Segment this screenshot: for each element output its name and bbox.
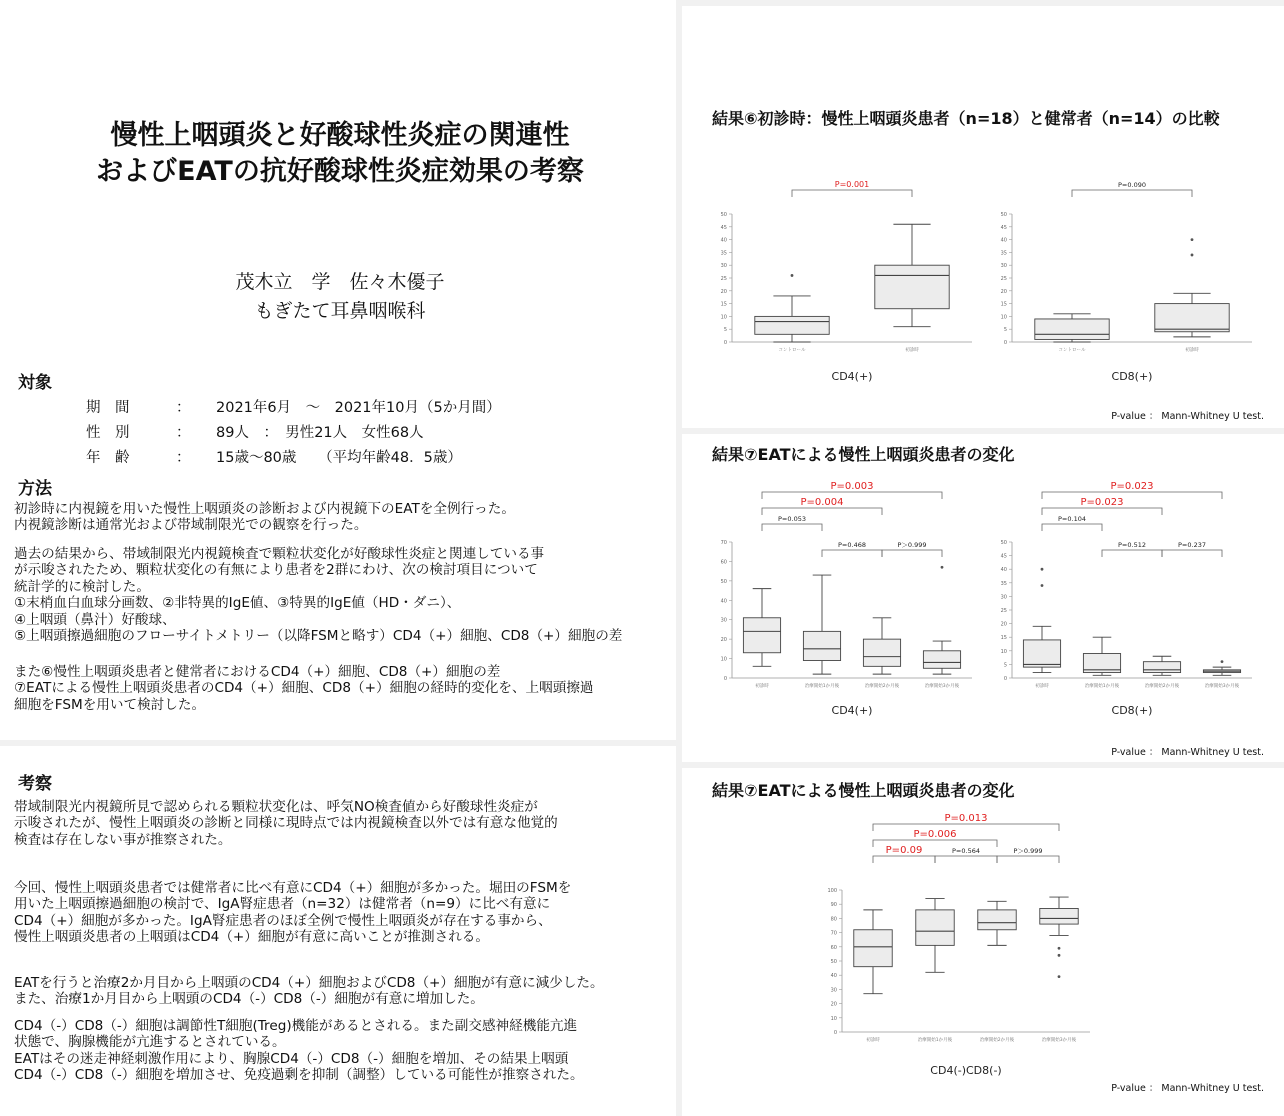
p-value-label: P=0.468	[838, 541, 866, 549]
y-tick-label: 0	[1003, 340, 1007, 346]
result7-cd4-chart	[710, 481, 980, 720]
y-tick-label: 10	[720, 314, 727, 321]
result7-test-note: P-value ： Mann-Whitney U test.	[1111, 747, 1264, 758]
methods-paragraph-3: また⑥慢性上咽頭炎患者と健常者におけるCD4（+）細胞、CD8（+）細胞の差 ⑦EATによる慢性上咽頭炎患者のCD4（+）細胞、CD8（+）細胞の経時的変化を、上咽頭擦過 細胞をFSMを用いて検討した。	[14, 664, 594, 713]
y-tick-label: 0	[833, 1030, 837, 1036]
y-tick-label: 30	[720, 263, 727, 270]
outlier-point	[1221, 660, 1224, 663]
x-axis-label: CD4(+)	[831, 704, 873, 717]
result6-cd4-chart	[710, 168, 980, 388]
significance-bracket	[1102, 550, 1162, 557]
y-tick-label: 15	[1000, 301, 1007, 308]
y-tick-label: 90	[830, 902, 837, 909]
y-tick-label: 10	[1000, 648, 1007, 655]
outlier-point	[941, 566, 944, 569]
outlier-point	[1058, 954, 1061, 957]
x-tick-label: 治療開始1か月後	[917, 1038, 953, 1043]
result7-cd8-chart	[990, 481, 1260, 720]
discussion-paragraph-4: CD4（-）CD8（-）細胞は調節性T細胞(Treg)機能があるとされる。また副交感神経機能亢進 状態で、胸腺機能が亢進するとされている。 EATはその迷走神経刺激作用により、胸腺CD4（-）CD8（-）細胞を増加、その結果上咽頭 CD4（-）CD8（-）細胞を増加させ、免疫過剰を抑制（調整）している可能性が推察された。	[14, 1018, 584, 1084]
significance-bracket	[873, 856, 935, 863]
discussion-paragraph-3: EATを行うと治療2か月目から上咽頭のCD4（+）細胞およびCD8（+）細胞が有意に減少した。 また、治療1か月目から上咽頭のCD4（-）CD8（-）細胞が有意に増加した。	[14, 975, 604, 1008]
result6-cd8-chart	[990, 168, 1260, 388]
subjects-label: 性 別	[86, 425, 130, 441]
subjects-sep: ：	[176, 425, 191, 441]
outlier-point	[1041, 568, 1044, 571]
discussion-paragraph-2: 今回、慢性上咽頭炎患者では健常者に比べ有意にCD4（+）細胞が多かった。堀田のFSMを 用いた上咽頭擦過細胞の検討で、IgA腎症患者（n=32）は健常者（n=9）に比べ有意に CD4（+）細胞が多かった。IgA腎症患者のほぼ全例で慢性上咽頭炎が存在する事から、 慢性上咽頭炎患者の上咽頭はCD4（+）細胞が有意に高いことが推測される。	[14, 880, 572, 946]
panel-divider-1	[682, 428, 1284, 434]
x-axis-label: CD8(+)	[1111, 704, 1153, 717]
box	[1040, 908, 1078, 924]
box	[1035, 319, 1109, 339]
x-tick-label: 治療開始3か月後	[924, 684, 960, 689]
subjects-heading: 対象	[18, 373, 52, 393]
methods-heading: 方法	[18, 479, 52, 499]
y-tick-label: 20	[830, 1001, 837, 1008]
result7b-title: 結果⑦EATによる慢性上咽頭炎患者の変化	[712, 781, 1015, 800]
box	[923, 651, 960, 668]
x-tick-label: 治療開始2か月後	[864, 684, 900, 689]
box	[1155, 304, 1229, 332]
y-tick-label: 60	[830, 944, 837, 951]
box	[875, 265, 949, 309]
methods-paragraph-1: 初診時に内視鏡を用いた慢性上咽頭炎の診断および内視鏡下のEATを全例行った。 内視鏡診断は通常光および帯域制限光での観察を行った。	[14, 501, 515, 534]
outlier-point	[791, 274, 794, 277]
x-tick-label: 初診時	[866, 1038, 880, 1043]
outlier-point	[1191, 254, 1194, 257]
x-axis-label: CD4(+)	[831, 370, 873, 383]
box	[978, 910, 1016, 930]
box	[1143, 662, 1180, 673]
y-tick-label: 10	[1000, 314, 1007, 321]
box	[863, 639, 900, 666]
x-tick-label: コントロール	[1058, 348, 1086, 353]
y-tick-label: 35	[1000, 250, 1007, 257]
box	[1023, 640, 1060, 667]
significance-bracket	[935, 856, 997, 863]
y-tick-label: 25	[1000, 276, 1007, 282]
x-tick-label: 初診時	[755, 684, 769, 689]
x-tick-label: コントロール	[778, 348, 806, 353]
y-tick-label: 50	[1000, 540, 1007, 546]
y-tick-label: 50	[720, 578, 727, 585]
subjects-value: 89人 ： 男性21人 女性68人	[216, 425, 424, 441]
subjects-sep: ：	[176, 450, 191, 466]
y-tick-label: 30	[830, 987, 837, 994]
p-value-label: P=0.023	[1110, 481, 1154, 492]
y-tick-label: 40	[720, 237, 727, 244]
y-tick-label: 5	[1003, 327, 1007, 334]
y-tick-label: 5	[1003, 662, 1007, 669]
y-tick-label: 35	[720, 250, 727, 257]
p-value-label: P=0.004	[800, 497, 844, 508]
p-value-label: P=0.006	[913, 829, 957, 840]
y-tick-label: 10	[830, 1015, 837, 1022]
y-tick-label: 40	[830, 973, 837, 980]
p-value-label: P=0.090	[1118, 181, 1146, 189]
p-value-label: P=0.564	[952, 847, 980, 855]
significance-bracket	[997, 856, 1059, 863]
y-tick-label: 15	[1000, 635, 1007, 642]
x-tick-label: 初診時	[1185, 348, 1199, 353]
result7b-dn-chart	[820, 814, 1100, 1082]
significance-bracket	[762, 524, 822, 531]
y-tick-label: 0	[723, 676, 727, 682]
result6-title: 結果⑥初診時：慢性上咽頭炎患者（n=18）と健常者（n=14）の比較	[712, 109, 1220, 128]
y-tick-label: 10	[720, 656, 727, 663]
x-tick-label: 治療開始2か月後	[979, 1038, 1015, 1043]
y-tick-label: 30	[720, 617, 727, 624]
y-tick-label: 50	[720, 212, 727, 218]
significance-bracket	[882, 550, 942, 557]
poster-title	[30, 118, 650, 190]
x-tick-label: 治療開始2か月後	[1144, 684, 1180, 689]
p-value-label: P=0.09	[885, 845, 923, 856]
y-tick-label: 50	[830, 959, 837, 965]
significance-bracket	[1162, 550, 1222, 557]
significance-bracket	[1072, 190, 1192, 197]
y-tick-label: 25	[720, 276, 727, 282]
subjects-sep: ：	[176, 400, 191, 416]
box	[803, 631, 840, 660]
significance-bracket	[873, 824, 1059, 831]
y-tick-label: 70	[830, 930, 837, 937]
y-tick-label: 20	[1000, 288, 1007, 295]
significance-bracket	[762, 508, 882, 515]
y-tick-label: 50	[1000, 212, 1007, 218]
poster-title-line-1: 慢性上咽頭炎と好酸球性炎症の関連性	[110, 120, 570, 151]
x-axis-label: CD8(+)	[1111, 370, 1153, 383]
p-value-label: P=0.104	[1058, 515, 1086, 523]
section-divider-left	[0, 740, 676, 746]
significance-bracket	[1042, 508, 1162, 515]
result7-title: 結果⑦EATによる慢性上咽頭炎患者の変化	[712, 445, 1015, 464]
y-tick-label: 70	[720, 540, 727, 546]
p-value-label: P=0.001	[834, 180, 870, 189]
outlier-point	[1058, 947, 1061, 950]
p-value-label: P=0.053	[778, 515, 806, 523]
y-tick-label: 20	[1000, 621, 1007, 628]
x-tick-label: 治療開始3か月後	[1204, 684, 1240, 689]
y-tick-label: 0	[723, 340, 727, 346]
p-value-label: P=0.013	[944, 813, 988, 824]
discussion-paragraph-1: 帯域制限光内視鏡所見で認められる顆粒状変化は、呼気NO検査値から好酸球性炎症が 示唆されたが、慢性上咽頭炎の診断と同様に現時点では内視鏡検査以外では有意な他覚的 検査は存在しない事が推察された。	[14, 799, 558, 848]
p-value-label: P＞0.999	[897, 541, 927, 549]
outlier-point	[1041, 584, 1044, 587]
x-tick-label: 治療開始3か月後	[1041, 1038, 1077, 1043]
significance-bracket	[822, 550, 882, 557]
methods-paragraph-2: 過去の結果から、帯域制限光内視鏡検査で顆粒状変化が好酸球性炎症と関連している事 が示唆されたため、顆粒状変化の有無により患者を2群にわけ、次の検討項目について 統計学的に検討した。 ①末梢血白血球分画数、②非特異的IgE値、③特異的IgE値（HD・ダニ）、 ④上咽頭（鼻汁）好酸球、 ⑤上咽頭擦過細胞のフローサイトメトリー（以降FSMと略す）CD4（+）細胞、CD8（+）細胞の差	[14, 546, 623, 645]
subjects-label: 年 齢	[86, 450, 130, 466]
discussion-heading: 考察	[18, 774, 52, 794]
authors-block	[30, 268, 650, 326]
p-value-label: P=0.003	[830, 481, 874, 492]
y-tick-label: 60	[720, 559, 727, 566]
subjects-label: 期 間	[86, 400, 130, 416]
y-tick-label: 30	[1000, 594, 1007, 601]
y-tick-label: 0	[1003, 676, 1007, 682]
y-tick-label: 80	[830, 916, 837, 923]
panel-divider-2	[682, 762, 1284, 768]
affiliation: もぎたて耳鼻咽喉科	[254, 300, 426, 322]
y-tick-label: 45	[1000, 224, 1007, 231]
y-tick-label: 45	[720, 224, 727, 231]
significance-bracket	[1042, 492, 1222, 499]
outlier-point	[1058, 975, 1061, 978]
p-value-label: P＞0.999	[1013, 847, 1043, 855]
box	[916, 910, 954, 946]
x-axis-label: CD4(-)CD8(-)	[930, 1064, 1002, 1077]
y-tick-label: 20	[720, 288, 727, 295]
subjects-value: 2021年6月 ～ 2021年10月（5か月間）	[216, 400, 501, 416]
y-tick-label: 5	[723, 327, 727, 334]
y-tick-label: 15	[720, 301, 727, 308]
y-tick-label: 20	[720, 637, 727, 644]
y-tick-label: 35	[1000, 580, 1007, 587]
box	[743, 618, 780, 653]
outlier-point	[1191, 238, 1194, 241]
y-tick-label: 25	[1000, 608, 1007, 614]
x-tick-label: 治療開始1か月後	[1084, 684, 1120, 689]
result6-test-note: P-value ： Mann-Whitney U test.	[1111, 411, 1264, 422]
significance-bracket	[792, 190, 912, 197]
p-value-label: P=0.237	[1178, 541, 1206, 549]
y-tick-label: 40	[1000, 567, 1007, 574]
result7b-test-note: P-value ： Mann-Whitney U test.	[1111, 1083, 1264, 1094]
poster-title-line-2: およびEATの抗好酸球性炎症効果の考察	[96, 156, 584, 187]
significance-bracket	[762, 492, 942, 499]
box	[854, 930, 892, 967]
column-divider	[676, 0, 682, 1116]
x-tick-label: 初診時	[905, 348, 919, 353]
p-value-label: P=0.023	[1080, 497, 1124, 508]
p-value-label: P=0.512	[1118, 541, 1146, 549]
significance-bracket	[1042, 524, 1102, 531]
y-tick-label: 30	[1000, 263, 1007, 270]
y-tick-label: 40	[720, 598, 727, 605]
box	[755, 316, 829, 334]
authors: 茂木立 学 佐々木優子	[235, 271, 445, 293]
panel-divider-top	[682, 0, 1284, 6]
subjects-value: 15歳～80歳 （平均年齢48．5歳）	[216, 450, 462, 466]
y-tick-label: 45	[1000, 553, 1007, 560]
x-tick-label: 初診時	[1035, 684, 1049, 689]
x-tick-label: 治療開始1か月後	[804, 684, 840, 689]
y-tick-label: 100	[827, 888, 837, 894]
y-tick-label: 40	[1000, 237, 1007, 244]
